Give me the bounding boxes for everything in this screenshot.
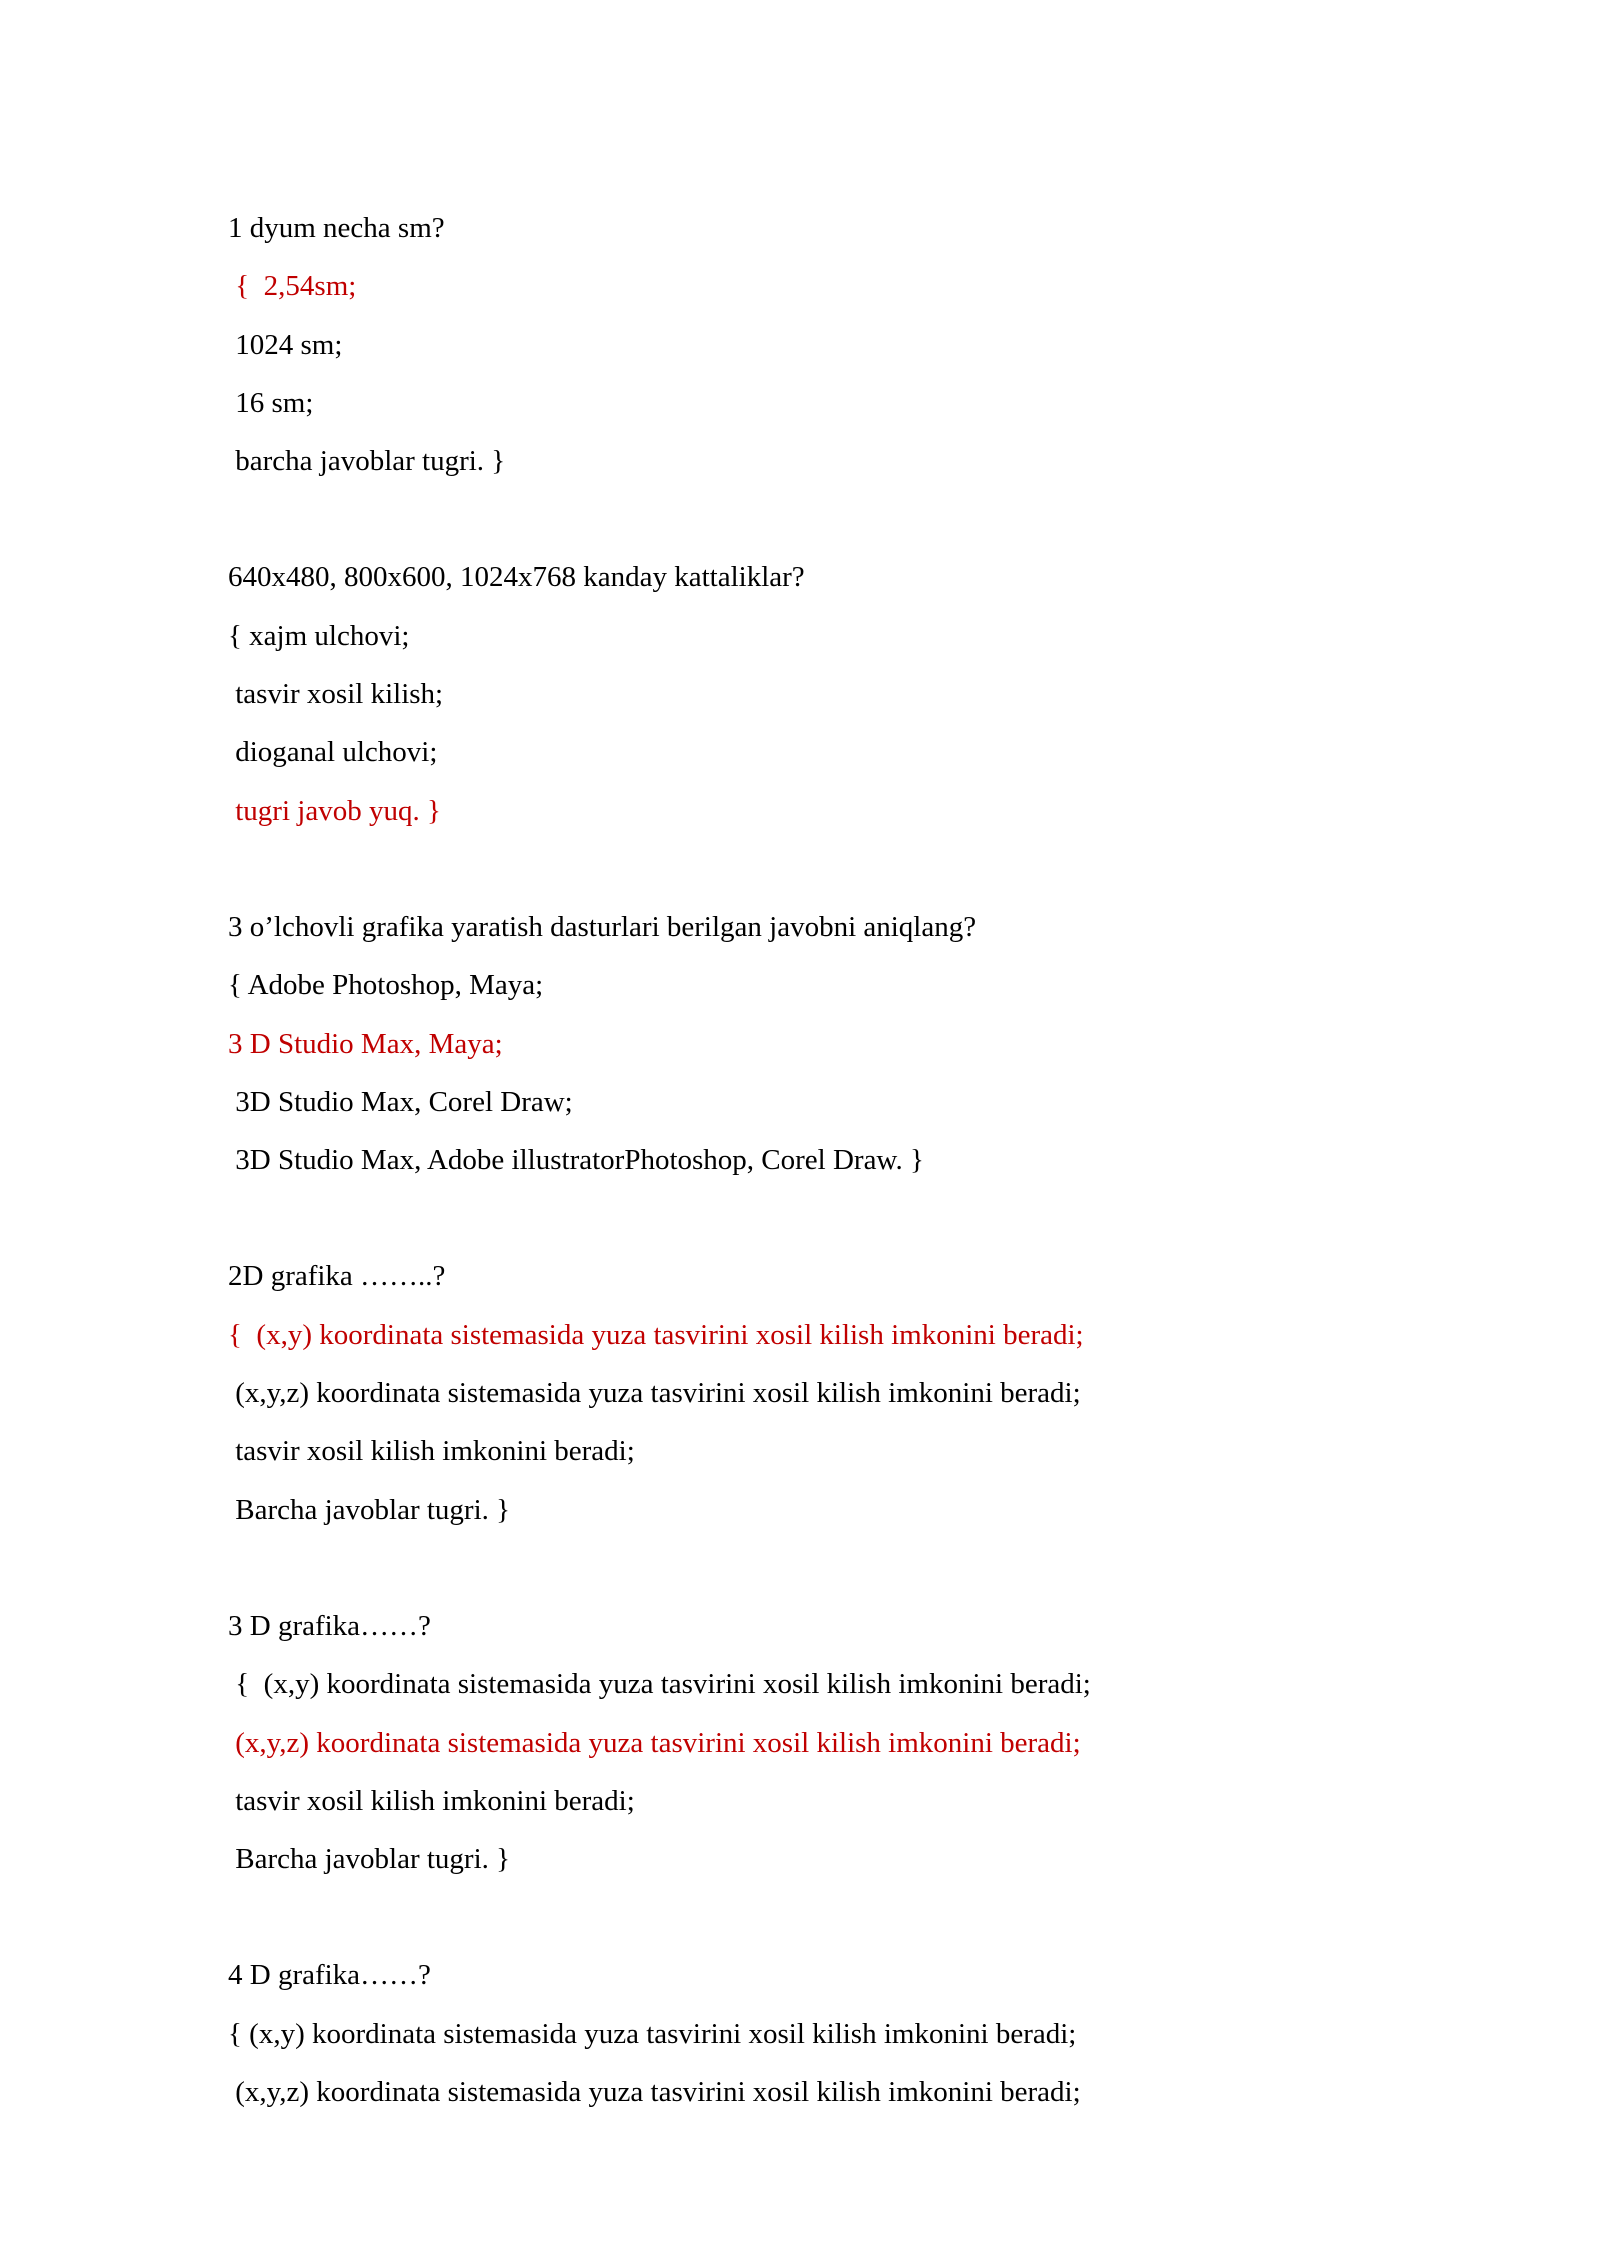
answer-option: (x,y,z) koordinata sistemasida yuza tasvirini xosil kilish imkonini beradi; bbox=[228, 2076, 1081, 2109]
answer-option: { xajm ulchovi; bbox=[228, 619, 410, 652]
quiz-content bbox=[228, 199, 1408, 2179]
answer-option: 3D Studio Max, Corel Draw; bbox=[228, 1085, 573, 1118]
question-text: 1 dyum necha sm? bbox=[228, 212, 445, 244]
answer-option-correct: 3 D Studio Max, Maya; bbox=[228, 1027, 503, 1060]
answer-option: barcha javoblar tugri. } bbox=[228, 445, 506, 478]
answer-option: tasvir xosil kilish imkonini beradi; bbox=[228, 1435, 635, 1468]
question-block bbox=[228, 1946, 1408, 2121]
question-text: 3 D grafika……? bbox=[228, 1609, 431, 1642]
answer-option: tasvir xosil kilish; bbox=[228, 678, 444, 711]
question-text: 4 D grafika……? bbox=[228, 1959, 431, 1992]
question-block bbox=[228, 1597, 1408, 1888]
question-block bbox=[228, 1247, 1408, 1538]
answer-option-correct: (x,y,z) koordinata sistemasida yuza tasvirini xosil kilish imkonini beradi; bbox=[228, 1726, 1081, 1759]
answer-option: (x,y,z) koordinata sistemasida yuza tasvirini xosil kilish imkonini beradi; bbox=[228, 1377, 1081, 1410]
answer-option: { (x,y) koordinata sistemasida yuza tasvirini xosil kilish imkonini beradi; bbox=[228, 2017, 1077, 2050]
answer-option: Barcha javoblar tugri. } bbox=[228, 1493, 511, 1526]
answer-option: Barcha javoblar tugri. } bbox=[228, 1843, 511, 1876]
answer-option-correct: { (x,y) koordinata sistemasida yuza tasvirini xosil kilish imkonini beradi; bbox=[228, 1318, 1084, 1351]
answer-option: 3D Studio Max, Adobe illustratorPhotoshop, Corel Draw. } bbox=[228, 1144, 924, 1177]
answer-option: dioganal ulchovi; bbox=[228, 736, 438, 769]
answer-option: 1024 sm; bbox=[228, 328, 343, 361]
answer-option: tasvir xosil kilish imkonini beradi; bbox=[228, 1784, 635, 1817]
question-block bbox=[228, 199, 1408, 490]
answer-option: { (x,y) koordinata sistemasida yuza tasvirini xosil kilish imkonini beradi; bbox=[228, 1668, 1091, 1701]
question-block bbox=[228, 548, 1408, 839]
question-block bbox=[228, 898, 1408, 1189]
answer-option: 16 sm; bbox=[228, 386, 314, 419]
answer-option-correct: { 2,54sm; bbox=[228, 270, 357, 303]
answer-option: { Adobe Photoshop, Maya; bbox=[228, 969, 544, 1002]
question-text: 640x480, 800x600, 1024x768 kanday kattaliklar? bbox=[228, 561, 805, 594]
question-text: 2D grafika ……..? bbox=[228, 1260, 446, 1293]
question-text: 3 o’lchovli grafika yaratish dasturlari berilgan javobni aniqlang? bbox=[228, 910, 977, 943]
answer-option-correct: tugri javob yuq. } bbox=[228, 794, 441, 827]
